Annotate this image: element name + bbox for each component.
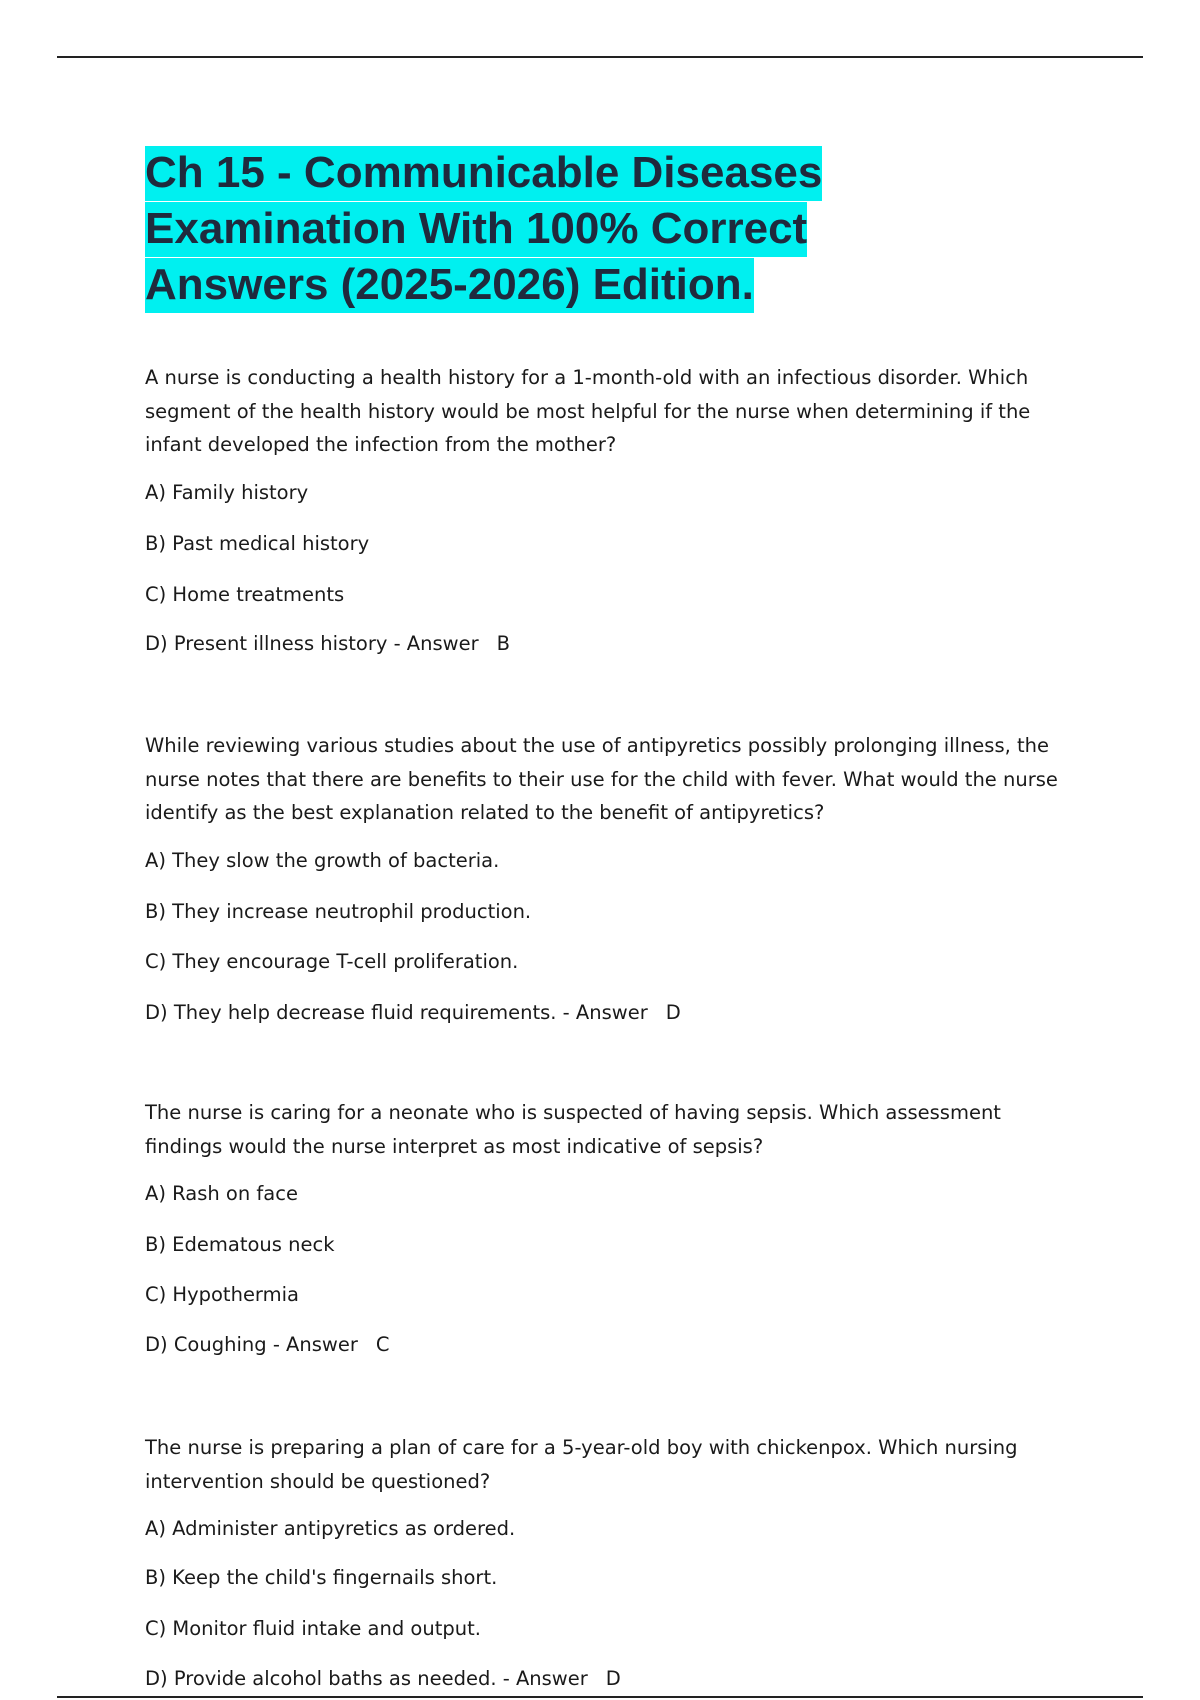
answer-letter: C <box>375 1333 390 1356</box>
option-label: A) Rash on face <box>145 1182 298 1205</box>
header-rule <box>57 56 1143 58</box>
option-label: D) They help decrease fluid requirements. - Answer <box>145 1001 648 1024</box>
option-label: A) Administer antipyretics as ordered. <box>145 1517 516 1540</box>
option-label: B) Edematous neck <box>145 1233 335 1256</box>
option-d <box>145 1000 681 1026</box>
question-text: The nurse is preparing a plan of care for a 5-year-old boy with chickenpox. Which nursing intervention should be questioned? <box>145 1436 1018 1493</box>
option-b <box>145 531 369 557</box>
title-line-1: Ch 15 - Communicable Diseases <box>145 148 823 197</box>
option-c <box>145 582 344 608</box>
option-d <box>145 631 510 657</box>
document-title <box>145 145 1085 313</box>
option-a <box>145 1181 298 1207</box>
question-text: A nurse is conducting a health history for a 1-month-old with an infectious disorder. Which segment of the health history would be most helpful for the nurse when determining if the infant developed the infection from the mother? <box>145 366 1031 456</box>
option-label: A) Family history <box>145 481 309 504</box>
title-line-3: Answers (2025-2026) Edition. <box>145 260 754 309</box>
question-1 <box>145 361 1080 655</box>
option-c <box>145 1616 481 1642</box>
option-label: C) Monitor fluid intake and output. <box>145 1617 481 1640</box>
option-b <box>145 1565 497 1591</box>
question-4 <box>145 1431 1080 1690</box>
answer-letter: B <box>496 632 511 655</box>
option-d <box>145 1666 621 1692</box>
answer-letter: D <box>605 1667 621 1690</box>
option-label: D) Coughing - Answer <box>145 1333 358 1356</box>
option-label: C) Home treatments <box>145 583 345 606</box>
option-label: D) Present illness history - Answer <box>145 632 479 655</box>
option-a <box>145 848 499 874</box>
option-a <box>145 1516 515 1542</box>
title-highlight <box>145 146 822 313</box>
option-c <box>145 949 518 975</box>
question-3 <box>145 1096 1080 1356</box>
document-body <box>145 145 1085 1690</box>
option-b <box>145 899 531 925</box>
question-text: While reviewing various studies about the use of antipyretics possibly prolonging illness, the nurse notes that there are benefits to their use for the child with fever. What would the nurse identify as the best explanation related to the benefit of antipyretics? <box>145 734 1058 824</box>
option-label: A) They slow the growth of bacteria. <box>145 849 500 872</box>
option-label: B) They increase neutrophil production. <box>145 900 532 923</box>
option-label: B) Keep the child's fingernails short. <box>145 1566 498 1589</box>
question-2 <box>145 729 1080 1024</box>
answer-letter: D <box>665 1001 681 1024</box>
question-text: The nurse is caring for a neonate who is suspected of having sepsis. Which assessment findings would the nurse interpret as most indicative of sepsis? <box>145 1101 1001 1158</box>
footer-rule <box>57 1696 1143 1698</box>
option-b <box>145 1232 335 1258</box>
option-a <box>145 480 308 506</box>
option-label: C) Hypothermia <box>145 1283 299 1306</box>
option-label: D) Provide alcohol baths as needed. - Answer <box>145 1667 588 1690</box>
option-c <box>145 1282 299 1308</box>
title-line-2: Examination With 100% Correct <box>145 204 808 253</box>
option-label: B) Past medical history <box>145 532 370 555</box>
option-label: C) They encourage T-cell proliferation. <box>145 950 519 973</box>
option-d <box>145 1332 390 1358</box>
